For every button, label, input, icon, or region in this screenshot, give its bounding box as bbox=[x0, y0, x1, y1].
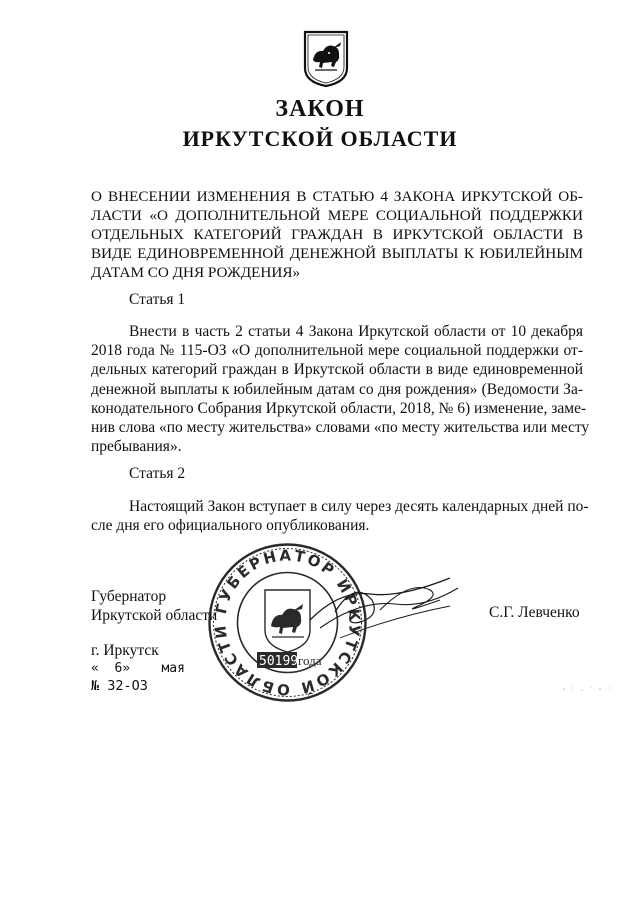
subject-line: ОТДЕЛЬНЫХ КАТЕГОРИЙ ГРАЖДАН В ИРКУТСКОЙ ОБЛАСТИ В bbox=[91, 226, 583, 243]
seal-stamp-suffix: года bbox=[298, 653, 322, 668]
article-1-line: пребывания». bbox=[91, 438, 182, 456]
coat-of-arms-emblem bbox=[303, 30, 349, 88]
article-1-line: нив слова «по месту жительства» словами «по месту жительства или месту bbox=[91, 419, 590, 437]
handwritten-signature bbox=[300, 560, 460, 650]
article-1-text bbox=[91, 322, 590, 456]
law-subject bbox=[91, 187, 583, 282]
article-2-heading: Статья 2 bbox=[129, 465, 186, 482]
article-1-line: Внести в часть 2 статьи 4 Закона Иркутской области от 10 декабря bbox=[129, 323, 583, 340]
subject-line: ДАТАМ СО ДНЯ РОЖДЕНИЯ» bbox=[91, 264, 301, 281]
article-1-line: 2018 года № 115-ОЗ «О дополнительной мере социальной поддержки от- bbox=[91, 342, 583, 360]
signatory-name: С.Г. Левченко bbox=[489, 604, 580, 621]
seal-ring-text: ГУБЕРНАТОР ИРКУТСКОЙ ОБЛАСТИ bbox=[211, 546, 364, 699]
subject-line: О ВНЕСЕНИИ ИЗМЕНЕНИЯ В СТАТЬЮ 4 ЗАКОНА ИРКУТСКОЙ ОБ- bbox=[91, 188, 583, 205]
article-2-line: Настоящий Закон вступает в силу через десять календарных дней по- bbox=[129, 498, 589, 515]
position-line: Губернатор bbox=[91, 588, 167, 605]
article-1-line: конодательного Собрания Иркутской области, 2018, № 6) изменение, заме- bbox=[91, 399, 587, 417]
signing-date: « 6» мая bbox=[91, 661, 185, 676]
signing-place: г. Иркутск bbox=[91, 642, 159, 659]
article-1-line: денежной выплаты к юбилейным датам со дня рождения» (Ведомости За- bbox=[91, 380, 583, 398]
article-1-line: дельных категорий граждан в Иркутской области в виде единовременной bbox=[91, 361, 583, 379]
seal-stamp-digits: 50199 bbox=[259, 654, 299, 669]
law-number: № 32-ОЗ bbox=[91, 678, 148, 694]
document-title: ЗАКОН bbox=[275, 96, 365, 122]
position-line: Иркутской области bbox=[91, 607, 218, 624]
article-2-line: сле дня его официального опубликования. bbox=[91, 517, 370, 535]
subject-line: ВИДЕ ЕДИНОВРЕМЕННОЙ ДЕНЕЖНОЙ ВЫПЛАТЫ К ЮБИЛЕЙНЫМ bbox=[91, 245, 583, 262]
scan-noise bbox=[560, 683, 620, 695]
article-1-heading: Статья 1 bbox=[129, 291, 186, 308]
article-2-text bbox=[91, 497, 589, 535]
subject-line: ЛАСТИ «О ДОПОЛНИТЕЛЬНОЙ МЕРЕ СОЦИАЛЬНОЙ ПОДДЕРЖКИ bbox=[91, 207, 583, 224]
signatory-position bbox=[91, 587, 217, 625]
document-subtitle: ИРКУТСКОЙ ОБЛАСТИ bbox=[182, 126, 458, 151]
